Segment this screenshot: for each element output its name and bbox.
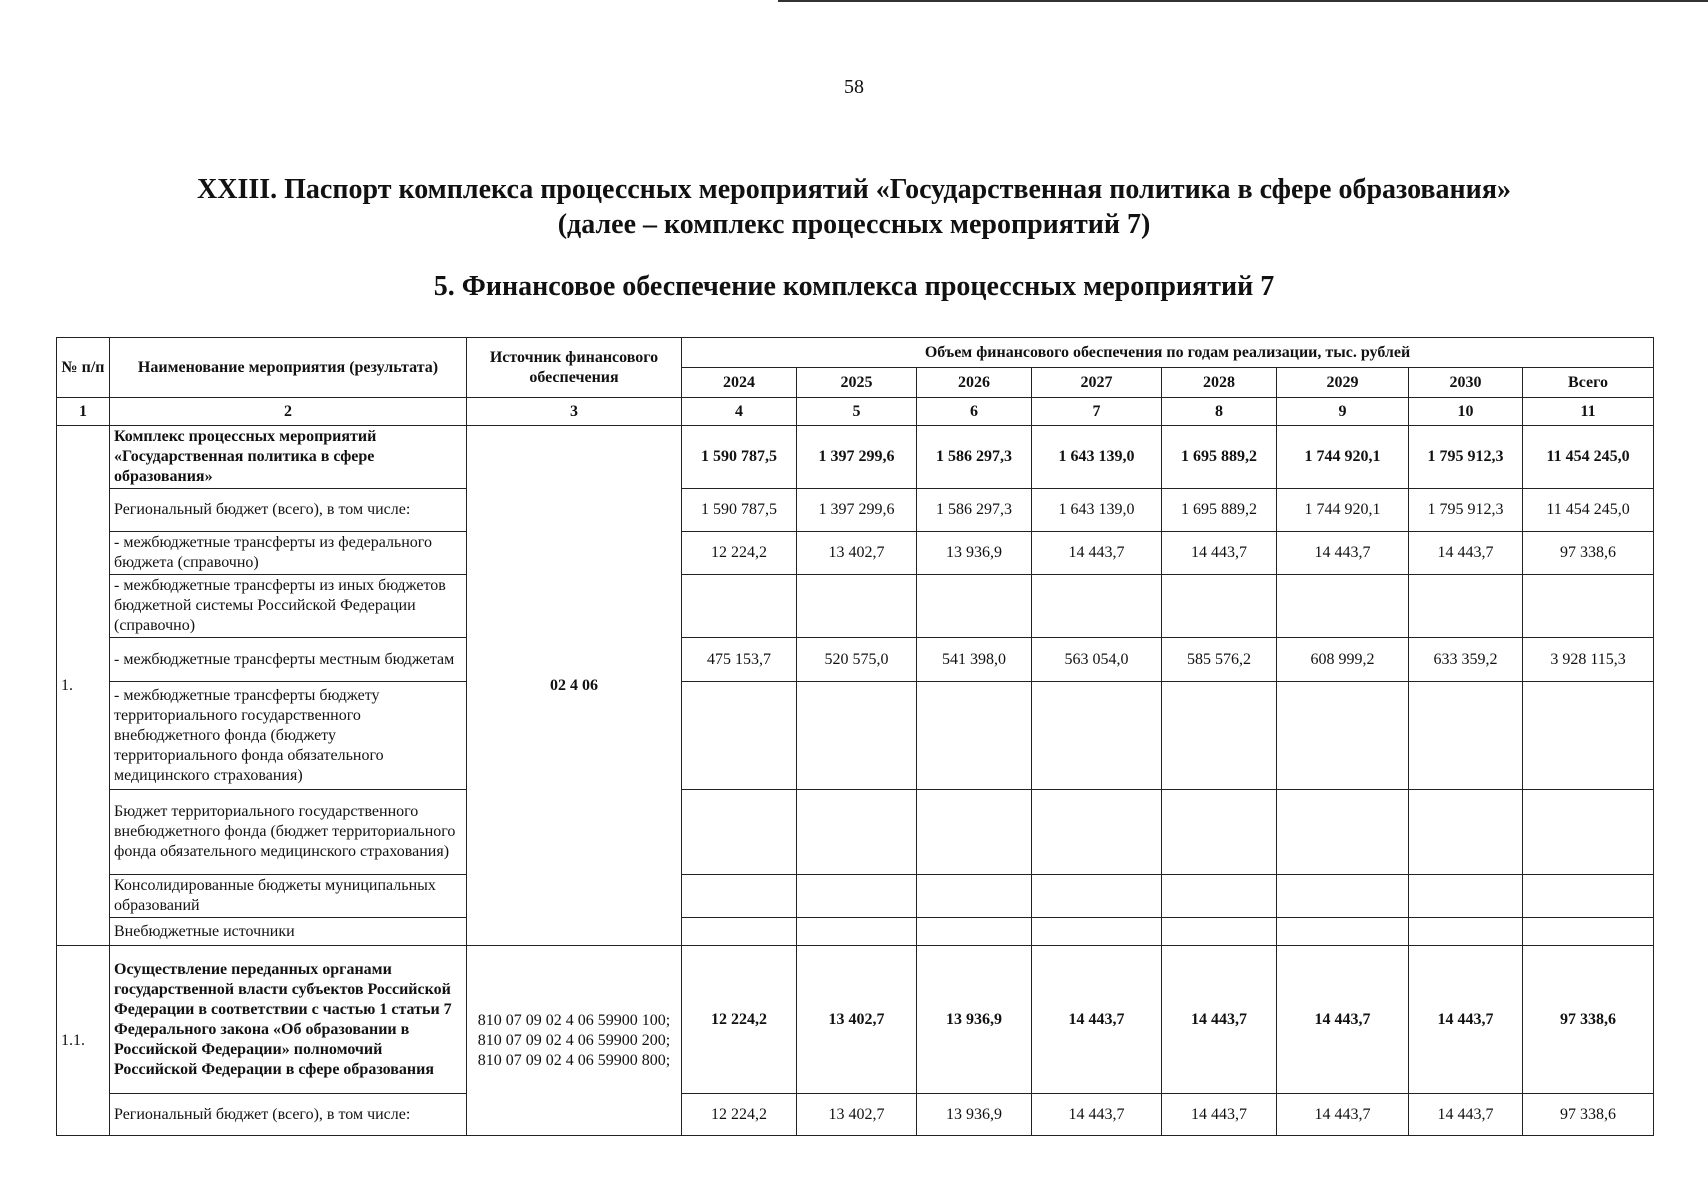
cell-value xyxy=(917,682,1032,790)
row-source: 810 07 09 02 4 06 59900 100; 810 07 09 02 4 06 59900 200; 810 07 09 02 4 06 59900 800; xyxy=(467,946,682,1136)
cell-value xyxy=(1523,790,1654,875)
cell-value: 12 224,2 xyxy=(682,1094,797,1136)
row-name: - межбюджетные трансферты из иных бюджетов бюджетной системы Российской Федерации (справочно) xyxy=(110,575,467,638)
table-row xyxy=(57,489,1654,532)
cell-value xyxy=(682,575,797,638)
cell-value xyxy=(1523,575,1654,638)
cell-value: 1 397 299,6 xyxy=(797,426,917,489)
row-number: 1. xyxy=(57,426,110,946)
col-number: 11 xyxy=(1523,398,1654,426)
cell-value xyxy=(917,875,1032,918)
cell-value: 520 575,0 xyxy=(797,638,917,682)
cell-value: 1 795 912,3 xyxy=(1409,426,1523,489)
table-row xyxy=(57,875,1654,918)
table-body xyxy=(57,426,1654,1136)
cell-value xyxy=(1523,682,1654,790)
col-number: 5 xyxy=(797,398,917,426)
col-number: 6 xyxy=(917,398,1032,426)
header-year: 2027 xyxy=(1032,368,1162,398)
table-row xyxy=(57,575,1654,638)
cell-value xyxy=(1409,875,1523,918)
cell-value: 1 586 297,3 xyxy=(917,489,1032,532)
cell-value: 1 397 299,6 xyxy=(797,489,917,532)
cell-value: 608 999,2 xyxy=(1277,638,1409,682)
cell-value: 1 590 787,5 xyxy=(682,489,797,532)
cell-value: 14 443,7 xyxy=(1409,946,1523,1094)
cell-value: 14 443,7 xyxy=(1277,1094,1409,1136)
table-row xyxy=(57,426,1654,489)
cell-value: 1 695 889,2 xyxy=(1162,426,1277,489)
cell-value: 14 443,7 xyxy=(1277,532,1409,575)
cell-value xyxy=(1032,575,1162,638)
cell-value: 1 586 297,3 xyxy=(917,426,1032,489)
row-source: 02 4 06 xyxy=(467,426,682,946)
cell-value xyxy=(682,682,797,790)
cell-value: 1 695 889,2 xyxy=(1162,489,1277,532)
table-row xyxy=(57,638,1654,682)
cell-value xyxy=(1032,790,1162,875)
row-name: - межбюджетные трансферты из федерального бюджета (справочно) xyxy=(110,532,467,575)
header-year: 2026 xyxy=(917,368,1032,398)
cell-value xyxy=(917,918,1032,946)
row-name: - межбюджетные трансферты бюджету территориального государственного внебюджетного фонда (бюджету территориального фонда обязательного медицинского страхования) xyxy=(110,682,467,790)
cell-value: 13 402,7 xyxy=(797,532,917,575)
cell-value xyxy=(1409,790,1523,875)
cell-value xyxy=(1409,918,1523,946)
cell-value: 13 402,7 xyxy=(797,1094,917,1136)
cell-value: 14 443,7 xyxy=(1409,1094,1523,1136)
header-name: Наименование мероприятия (результата) xyxy=(110,338,467,398)
cell-value: 11 454 245,0 xyxy=(1523,426,1654,489)
row-number: 1.1. xyxy=(57,946,110,1136)
cell-value: 97 338,6 xyxy=(1523,1094,1654,1136)
cell-value: 14 443,7 xyxy=(1032,532,1162,575)
cell-value: 633 359,2 xyxy=(1409,638,1523,682)
cell-value: 1 744 920,1 xyxy=(1277,426,1409,489)
title-line-1: XXIII. Паспорт комплекса процессных мероприятий «Государственная политика в сфере образования» xyxy=(197,174,1511,205)
table-row xyxy=(57,682,1654,790)
col-number: 1 xyxy=(57,398,110,426)
cell-value xyxy=(1409,575,1523,638)
cell-value xyxy=(917,790,1032,875)
cell-value: 1 744 920,1 xyxy=(1277,489,1409,532)
cell-value xyxy=(682,918,797,946)
section-subtitle: 5. Финансовое обеспечение комплекса процессных мероприятий 7 xyxy=(433,271,1275,302)
cell-value: 1 643 139,0 xyxy=(1032,489,1162,532)
row-name: Осуществление переданных органами государственной власти субъектов Российской Федерации в соответствии с частью 1 статьи 7 Федерального закона «Об образовании в Российской Федерации» полномочий Российской Федерации в сфере образования xyxy=(110,946,467,1094)
cell-value xyxy=(1523,918,1654,946)
col-number: 4 xyxy=(682,398,797,426)
col-number: 7 xyxy=(1032,398,1162,426)
cell-value: 563 054,0 xyxy=(1032,638,1162,682)
document-title xyxy=(0,172,1708,242)
cell-value: 12 224,2 xyxy=(682,946,797,1094)
cell-value xyxy=(797,790,917,875)
cell-value xyxy=(1162,918,1277,946)
cell-value xyxy=(1162,790,1277,875)
table-row xyxy=(57,532,1654,575)
table-row xyxy=(57,918,1654,946)
cell-value: 585 576,2 xyxy=(1162,638,1277,682)
cell-value xyxy=(1032,918,1162,946)
page-number: 58 xyxy=(844,76,864,98)
cell-value xyxy=(797,575,917,638)
cell-value: 13 936,9 xyxy=(917,1094,1032,1136)
header-year: 2029 xyxy=(1277,368,1409,398)
cell-value: 13 936,9 xyxy=(917,946,1032,1094)
top-border-line xyxy=(778,0,1708,2)
cell-value xyxy=(1277,575,1409,638)
cell-value: 541 398,0 xyxy=(917,638,1032,682)
row-name: Консолидированные бюджеты муниципальных образований xyxy=(110,875,467,918)
row-name: Бюджет территориального государственного внебюджетного фонда (бюджет территориального фонда обязательного медицинского страхования) xyxy=(110,790,467,875)
header-num: № п/п xyxy=(57,338,110,398)
row-name: Внебюджетные источники xyxy=(110,918,467,946)
table-row xyxy=(57,946,1654,1094)
cell-value xyxy=(917,575,1032,638)
col-number: 10 xyxy=(1409,398,1523,426)
cell-value: 1 590 787,5 xyxy=(682,426,797,489)
cell-value xyxy=(1162,875,1277,918)
cell-value: 3 928 115,3 xyxy=(1523,638,1654,682)
row-name: - межбюджетные трансферты местным бюджетам xyxy=(110,638,467,682)
table-row xyxy=(57,790,1654,875)
row-name: Комплекс процессных мероприятий «Государственная политика в сфере образования» xyxy=(110,426,467,489)
cell-value: 14 443,7 xyxy=(1162,1094,1277,1136)
cell-value: 14 443,7 xyxy=(1032,946,1162,1094)
cell-value xyxy=(1277,682,1409,790)
cell-value: 14 443,7 xyxy=(1277,946,1409,1094)
cell-value: 1 795 912,3 xyxy=(1409,489,1523,532)
header-year: 2024 xyxy=(682,368,797,398)
header-year: 2028 xyxy=(1162,368,1277,398)
cell-value: 1 643 139,0 xyxy=(1032,426,1162,489)
cell-value xyxy=(1032,682,1162,790)
row-name: Региональный бюджет (всего), в том числе: xyxy=(110,1094,467,1136)
cell-value xyxy=(797,682,917,790)
header-source: Источник финансового обеспечения xyxy=(467,338,682,398)
cell-value: 12 224,2 xyxy=(682,532,797,575)
cell-value xyxy=(1162,575,1277,638)
cell-value xyxy=(1032,875,1162,918)
cell-value xyxy=(1277,790,1409,875)
header-total: Всего xyxy=(1523,368,1654,398)
cell-value: 13 402,7 xyxy=(797,946,917,1094)
cell-value xyxy=(797,918,917,946)
cell-value xyxy=(797,875,917,918)
cell-value xyxy=(1162,682,1277,790)
cell-value xyxy=(682,875,797,918)
cell-value xyxy=(1409,682,1523,790)
financing-table xyxy=(56,337,1654,1136)
cell-value xyxy=(1523,875,1654,918)
cell-value: 14 443,7 xyxy=(1032,1094,1162,1136)
table-row xyxy=(57,1094,1654,1136)
cell-value xyxy=(1277,875,1409,918)
row-name: Региональный бюджет (всего), в том числе: xyxy=(110,489,467,532)
header-year: 2025 xyxy=(797,368,917,398)
title-line-2: (далее – комплекс процессных мероприятий 7) xyxy=(557,209,1151,240)
cell-value xyxy=(1277,918,1409,946)
cell-value: 14 443,7 xyxy=(1409,532,1523,575)
cell-value: 14 443,7 xyxy=(1162,532,1277,575)
cell-value: 14 443,7 xyxy=(1162,946,1277,1094)
header-year: 2030 xyxy=(1409,368,1523,398)
cell-value: 97 338,6 xyxy=(1523,532,1654,575)
cell-value: 97 338,6 xyxy=(1523,946,1654,1094)
col-number: 9 xyxy=(1277,398,1409,426)
header-volume: Объем финансового обеспечения по годам реализации, тыс. рублей xyxy=(682,338,1654,368)
cell-value: 13 936,9 xyxy=(917,532,1032,575)
col-number: 3 xyxy=(467,398,682,426)
col-number: 2 xyxy=(110,398,467,426)
cell-value: 11 454 245,0 xyxy=(1523,489,1654,532)
cell-value: 475 153,7 xyxy=(682,638,797,682)
col-number: 8 xyxy=(1162,398,1277,426)
cell-value xyxy=(682,790,797,875)
